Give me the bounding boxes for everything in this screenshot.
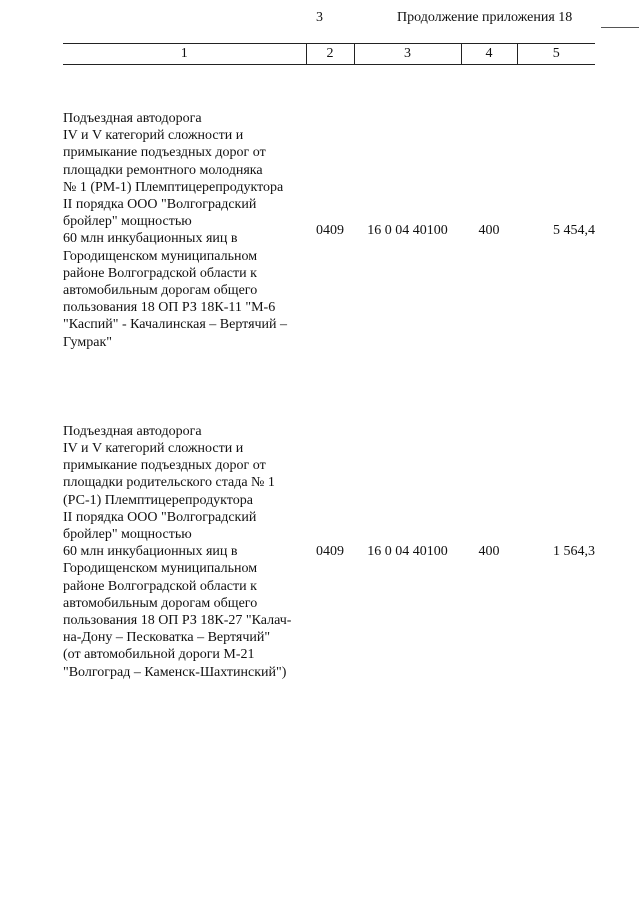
road-name-line: Подъездная автодорога [63, 111, 202, 126]
appendix-table [63, 43, 595, 681]
column-header-5: 5 [517, 44, 595, 65]
road-name-line: Подъездная автодорога [63, 423, 202, 439]
section-code-cell: 0409 [316, 544, 344, 560]
column-header-4: 4 [461, 44, 517, 65]
road-name-cell [63, 65, 306, 373]
road-name-line: IV и V категорий сложности и [63, 128, 244, 144]
road-name-line: автомобильным дорогам общего [63, 595, 258, 611]
road-name-line: "Волгоград – Каменск-Шахтинский") [63, 664, 287, 680]
road-name-line: примыкание подъездных дорог от [63, 145, 266, 161]
amount-cell: 1 564,3 [553, 544, 595, 560]
road-name-line: № 1 (РМ-1) Племптицерепродуктора [63, 179, 284, 195]
road-name-line: Городищенском муниципальном [63, 561, 258, 577]
road-name-line: II порядка ООО "Волгоградский [63, 197, 257, 213]
road-name-line: 60 млн инкубационных яиц в [63, 231, 238, 247]
page-number: 3 [316, 10, 323, 25]
expense-type-cell: 400 [478, 222, 500, 238]
target-code-cell: 16 0 04 40100 [367, 222, 448, 238]
table-row [63, 373, 595, 681]
table-row [63, 65, 595, 373]
road-name-line: площадки ремонтного молодняка [63, 162, 263, 178]
road-name-line: на-Дону – Песковатка – Вертячий" [63, 630, 271, 646]
corner-rule [601, 27, 639, 28]
road-name-line: (РС-1) Племптицерепродуктора [63, 492, 253, 508]
road-name-line: бройлер" мощностью [63, 214, 192, 230]
road-name-line: (от автомобильной дороги М-21 [63, 647, 255, 663]
column-header-2: 2 [306, 44, 354, 65]
road-name-line: автомобильным дорогам общего [63, 283, 258, 299]
road-name-cell [63, 373, 306, 681]
road-name-line: Городищенском муниципальном [63, 248, 258, 264]
amount-cell: 5 454,4 [553, 222, 595, 238]
road-name-line: IV и V категорий сложности и [63, 441, 244, 457]
expense-type-cell: 400 [478, 544, 500, 560]
road-name-line: "Каспий" - Качалинская – Вертячий – [63, 317, 288, 333]
road-name-line: площадки родительского стада № 1 [63, 475, 275, 491]
road-name-line: 60 млн инкубационных яиц в [63, 544, 238, 560]
appendix-continuation-note: Продолжение приложения 18 [397, 10, 573, 25]
road-name-line: II порядка ООО "Волгоградский [63, 509, 257, 525]
target-code-cell: 16 0 04 40100 [367, 544, 448, 560]
road-name-line: районе Волгоградской области к [63, 265, 257, 281]
column-number-row [63, 44, 595, 65]
column-header-3: 3 [354, 44, 461, 65]
section-code-cell: 0409 [316, 222, 344, 238]
road-name-line: районе Волгоградской области к [63, 578, 257, 594]
road-name-line: примыкание подъездных дорог от [63, 458, 266, 474]
road-name-line: пользования 18 ОП РЗ 18К-11 "М-6 [63, 300, 276, 316]
road-name-line: пользования 18 ОП РЗ 18К-27 "Калач- [63, 613, 292, 629]
column-header-1: 1 [63, 44, 306, 65]
road-name-line: Гумрак" [63, 334, 112, 350]
road-name-line: бройлер" мощностью [63, 527, 192, 543]
